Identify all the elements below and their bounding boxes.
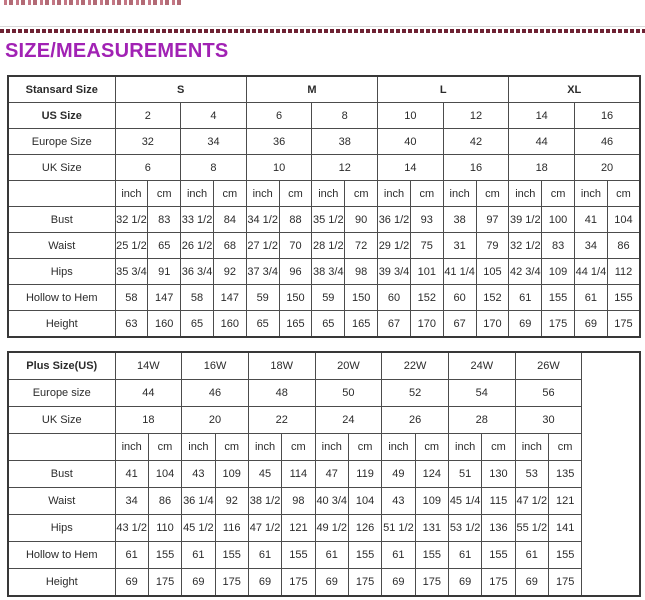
size-cell: 6 xyxy=(115,155,181,181)
measurement-cell: 42 3/4 xyxy=(509,259,542,285)
measurement-cell: 38 xyxy=(443,207,476,233)
size-cell: 18 xyxy=(115,407,182,434)
measurement-cell: 69 xyxy=(382,569,415,597)
measurement-cell: 91 xyxy=(148,259,181,285)
measurement-cell: 67 xyxy=(443,311,476,338)
measurement-cell: 44 1/4 xyxy=(575,259,608,285)
separator-line xyxy=(0,26,645,27)
measurement-cell: 51 1/2 xyxy=(382,515,415,542)
measurement-cell: 61 xyxy=(182,542,215,569)
measurement-cell: 69 xyxy=(315,569,348,597)
unit-cell: cm xyxy=(542,181,575,207)
row-label: Waist xyxy=(8,233,115,259)
measurement-cell: 28 1/2 xyxy=(312,233,345,259)
unit-cell: inch xyxy=(115,181,148,207)
measurement-cell: 72 xyxy=(345,233,378,259)
table-row xyxy=(8,259,640,285)
measurement-cell: 165 xyxy=(279,311,312,338)
size-cell: 32 xyxy=(115,129,181,155)
row-label: Hollow to Hem xyxy=(8,542,115,569)
measurement-cell: 147 xyxy=(148,285,181,311)
size-cell: 8 xyxy=(312,103,378,129)
measurement-cell: 43 xyxy=(382,488,415,515)
measurement-cell: 61 xyxy=(515,542,548,569)
size-cell: 22W xyxy=(382,352,449,380)
unit-cell: inch xyxy=(246,181,279,207)
measurement-cell: 116 xyxy=(215,515,248,542)
size-cell: 20 xyxy=(575,155,641,181)
row-label xyxy=(8,181,115,207)
measurement-cell: 136 xyxy=(482,515,515,542)
size-cell: 56 xyxy=(515,380,582,407)
size-cell: 54 xyxy=(448,380,515,407)
measurement-cell: 175 xyxy=(282,569,315,597)
unit-cell: cm xyxy=(148,434,181,461)
measurement-cell: 135 xyxy=(548,461,581,488)
measurement-cell: 160 xyxy=(213,311,246,338)
plus-size-table xyxy=(7,351,641,597)
measurement-cell: 141 xyxy=(548,515,581,542)
measurement-cell: 69 xyxy=(448,569,481,597)
row-label: Europe Size xyxy=(8,129,115,155)
measurement-cell: 69 xyxy=(509,311,542,338)
measurement-cell: 131 xyxy=(415,515,448,542)
measurement-cell: 147 xyxy=(213,285,246,311)
measurement-cell: 51 xyxy=(448,461,481,488)
measurement-cell: 170 xyxy=(410,311,443,338)
measurement-cell: 61 xyxy=(115,542,148,569)
measurement-cell: 40 3/4 xyxy=(315,488,348,515)
measurement-cell: 53 xyxy=(515,461,548,488)
table-row xyxy=(8,352,640,380)
size-cell: 36 xyxy=(246,129,312,155)
measurement-cell: 38 3/4 xyxy=(312,259,345,285)
size-cell: 42 xyxy=(443,129,509,155)
unit-cell: inch xyxy=(575,181,608,207)
unit-cell: cm xyxy=(607,181,640,207)
clipped-red-text xyxy=(4,0,182,5)
table-row xyxy=(8,488,640,515)
unit-cell: cm xyxy=(279,181,312,207)
measurement-cell: 155 xyxy=(607,285,640,311)
measurement-cell: 170 xyxy=(476,311,509,338)
size-cell: 40 xyxy=(378,129,444,155)
size-cell: XL xyxy=(509,76,640,103)
measurement-cell: 93 xyxy=(410,207,443,233)
measurement-cell: 47 1/2 xyxy=(515,488,548,515)
measurement-cell: 83 xyxy=(542,233,575,259)
measurement-cell: 155 xyxy=(482,542,515,569)
unit-cell: cm xyxy=(282,434,315,461)
row-label: US Size xyxy=(8,103,115,129)
size-cell: 24W xyxy=(448,352,515,380)
table-gap xyxy=(0,338,645,351)
unit-cell: inch xyxy=(378,181,411,207)
measurement-cell: 35 3/4 xyxy=(115,259,148,285)
row-label: Bust xyxy=(8,207,115,233)
measurement-cell: 86 xyxy=(148,488,181,515)
unit-cell: inch xyxy=(312,181,345,207)
row-label: UK Size xyxy=(8,155,115,181)
unit-cell: inch xyxy=(448,434,481,461)
unit-cell: inch xyxy=(509,181,542,207)
table-row xyxy=(8,129,640,155)
measurement-cell: 150 xyxy=(345,285,378,311)
dashed-divider xyxy=(0,29,645,33)
measurement-cell: 41 xyxy=(575,207,608,233)
measurement-cell: 34 xyxy=(115,488,148,515)
size-cell: 20W xyxy=(315,352,382,380)
measurement-cell: 34 1/2 xyxy=(246,207,279,233)
unit-row xyxy=(8,434,640,461)
measurement-cell: 105 xyxy=(476,259,509,285)
measurement-cell: 49 1/2 xyxy=(315,515,348,542)
size-cell: 14W xyxy=(115,352,182,380)
measurement-cell: 27 1/2 xyxy=(246,233,279,259)
table-row xyxy=(8,285,640,311)
measurement-cell: 61 xyxy=(448,542,481,569)
size-cell: L xyxy=(378,76,509,103)
size-cell: 30 xyxy=(515,407,582,434)
measurement-cell: 34 xyxy=(575,233,608,259)
size-cell: 14 xyxy=(378,155,444,181)
measurement-cell: 33 1/2 xyxy=(181,207,214,233)
measurement-cell: 58 xyxy=(181,285,214,311)
size-cell: 6 xyxy=(246,103,312,129)
table-row xyxy=(8,380,640,407)
measurement-cell: 59 xyxy=(312,285,345,311)
measurement-cell: 109 xyxy=(415,488,448,515)
measurement-cell: 175 xyxy=(482,569,515,597)
measurement-cell: 104 xyxy=(607,207,640,233)
size-cell: 16W xyxy=(182,352,249,380)
measurement-cell: 98 xyxy=(282,488,315,515)
size-cell: 34 xyxy=(181,129,247,155)
measurement-cell: 43 xyxy=(182,461,215,488)
measurement-cell: 155 xyxy=(148,542,181,569)
unit-cell: cm xyxy=(345,181,378,207)
measurement-cell: 36 3/4 xyxy=(181,259,214,285)
unit-cell: inch xyxy=(115,434,148,461)
size-cell: 44 xyxy=(509,129,575,155)
measurement-cell: 175 xyxy=(215,569,248,597)
measurement-cell: 155 xyxy=(415,542,448,569)
row-label: Height xyxy=(8,311,115,338)
row-label: Europe size xyxy=(8,380,115,407)
measurement-cell: 155 xyxy=(542,285,575,311)
table-row xyxy=(8,311,640,338)
measurement-cell: 121 xyxy=(282,515,315,542)
table-row xyxy=(8,233,640,259)
measurement-cell: 61 xyxy=(315,542,348,569)
standard-size-table xyxy=(7,75,641,338)
size-cell: 38 xyxy=(312,129,378,155)
unit-cell: inch xyxy=(182,434,215,461)
measurement-cell: 100 xyxy=(542,207,575,233)
measurement-cell: 109 xyxy=(215,461,248,488)
measurement-cell: 98 xyxy=(345,259,378,285)
unit-cell: cm xyxy=(548,434,581,461)
size-cell: 26W xyxy=(515,352,582,380)
size-cell: 2 xyxy=(115,103,181,129)
measurement-cell: 45 1/4 xyxy=(448,488,481,515)
unit-row xyxy=(8,181,640,207)
measurement-cell: 152 xyxy=(410,285,443,311)
measurement-cell: 32 1/2 xyxy=(115,207,148,233)
measurement-cell: 60 xyxy=(443,285,476,311)
measurement-cell: 65 xyxy=(246,311,279,338)
measurement-cell: 69 xyxy=(515,569,548,597)
measurement-cell: 69 xyxy=(182,569,215,597)
measurement-cell: 69 xyxy=(115,569,148,597)
measurement-cell: 65 xyxy=(181,311,214,338)
row-label xyxy=(8,434,115,461)
row-label: UK Size xyxy=(8,407,115,434)
measurement-cell: 60 xyxy=(378,285,411,311)
measurement-cell: 38 1/2 xyxy=(248,488,281,515)
measurement-cell: 61 xyxy=(248,542,281,569)
measurement-cell: 96 xyxy=(279,259,312,285)
size-cell: 26 xyxy=(382,407,449,434)
row-label: Plus Size(US) xyxy=(8,352,115,380)
measurement-cell: 104 xyxy=(148,461,181,488)
measurement-cell: 65 xyxy=(312,311,345,338)
measurement-cell: 121 xyxy=(548,488,581,515)
measurement-cell: 63 xyxy=(115,311,148,338)
measurement-cell: 86 xyxy=(607,233,640,259)
measurement-cell: 165 xyxy=(345,311,378,338)
measurement-cell: 110 xyxy=(148,515,181,542)
measurement-cell: 104 xyxy=(348,488,381,515)
measurement-cell: 68 xyxy=(213,233,246,259)
measurement-cell: 25 1/2 xyxy=(115,233,148,259)
measurement-cell: 109 xyxy=(542,259,575,285)
size-cell: M xyxy=(246,76,377,103)
table-row xyxy=(8,207,640,233)
measurement-cell: 175 xyxy=(548,569,581,597)
measurement-cell: 45 1/2 xyxy=(182,515,215,542)
size-cell: 46 xyxy=(575,129,641,155)
measurement-cell: 155 xyxy=(282,542,315,569)
measurement-cell: 36 1/4 xyxy=(182,488,215,515)
unit-cell: inch xyxy=(181,181,214,207)
size-cell: 52 xyxy=(382,380,449,407)
table-row xyxy=(8,569,640,597)
measurement-cell: 124 xyxy=(415,461,448,488)
measurement-cell: 114 xyxy=(282,461,315,488)
unit-cell: cm xyxy=(348,434,381,461)
measurement-cell: 84 xyxy=(213,207,246,233)
measurement-cell: 47 xyxy=(315,461,348,488)
measurement-cell: 41 1/4 xyxy=(443,259,476,285)
measurement-cell: 83 xyxy=(148,207,181,233)
measurement-cell: 61 xyxy=(509,285,542,311)
measurement-cell: 39 3/4 xyxy=(378,259,411,285)
size-cell: 12 xyxy=(312,155,378,181)
measurement-cell: 36 1/2 xyxy=(378,207,411,233)
measurement-cell: 61 xyxy=(575,285,608,311)
measurement-cell: 53 1/2 xyxy=(448,515,481,542)
measurement-cell: 43 1/2 xyxy=(115,515,148,542)
size-cell: 4 xyxy=(181,103,247,129)
measurement-cell: 150 xyxy=(279,285,312,311)
measurement-cell: 45 xyxy=(248,461,281,488)
measurement-cell: 35 1/2 xyxy=(312,207,345,233)
unit-cell: cm xyxy=(482,434,515,461)
unit-cell: cm xyxy=(410,181,443,207)
table-row xyxy=(8,515,640,542)
measurement-cell: 160 xyxy=(148,311,181,338)
measurement-cell: 79 xyxy=(476,233,509,259)
row-label: Hollow to Hem xyxy=(8,285,115,311)
size-cell: S xyxy=(115,76,246,103)
size-cell: 20 xyxy=(182,407,249,434)
unit-cell: cm xyxy=(215,434,248,461)
size-cell: 18W xyxy=(248,352,315,380)
size-cell: 22 xyxy=(248,407,315,434)
row-label: Waist xyxy=(8,488,115,515)
measurement-cell: 175 xyxy=(415,569,448,597)
size-cell: 28 xyxy=(448,407,515,434)
table-row xyxy=(8,103,640,129)
size-cell: 18 xyxy=(509,155,575,181)
measurement-cell: 97 xyxy=(476,207,509,233)
row-label: Bust xyxy=(8,461,115,488)
size-cell: 16 xyxy=(443,155,509,181)
measurement-cell: 88 xyxy=(279,207,312,233)
measurement-cell: 69 xyxy=(575,311,608,338)
row-label: Hips xyxy=(8,515,115,542)
table-row xyxy=(8,461,640,488)
measurement-cell: 112 xyxy=(607,259,640,285)
unit-cell: inch xyxy=(248,434,281,461)
unit-cell: cm xyxy=(476,181,509,207)
size-cell: 24 xyxy=(315,407,382,434)
row-label: Hips xyxy=(8,259,115,285)
page-title: SIZE/MEASUREMENTS xyxy=(5,40,229,62)
measurement-cell: 37 3/4 xyxy=(246,259,279,285)
size-cell: 10 xyxy=(246,155,312,181)
size-cell: 16 xyxy=(575,103,641,129)
measurement-cell: 126 xyxy=(348,515,381,542)
measurement-cell: 92 xyxy=(215,488,248,515)
measurement-cell: 41 xyxy=(115,461,148,488)
measurement-cell: 69 xyxy=(248,569,281,597)
measurement-cell: 115 xyxy=(482,488,515,515)
measurement-cell: 55 1/2 xyxy=(515,515,548,542)
measurement-cell: 175 xyxy=(607,311,640,338)
unit-cell: cm xyxy=(148,181,181,207)
measurement-cell: 90 xyxy=(345,207,378,233)
unit-cell: inch xyxy=(382,434,415,461)
size-cell: 48 xyxy=(248,380,315,407)
row-label: Height xyxy=(8,569,115,597)
measurement-cell: 70 xyxy=(279,233,312,259)
measurement-cell: 92 xyxy=(213,259,246,285)
size-cell: 46 xyxy=(182,380,249,407)
measurement-cell: 67 xyxy=(378,311,411,338)
measurement-cell: 155 xyxy=(348,542,381,569)
measurement-cell: 61 xyxy=(382,542,415,569)
measurement-cell: 155 xyxy=(548,542,581,569)
measurement-cell: 49 xyxy=(382,461,415,488)
measurement-cell: 152 xyxy=(476,285,509,311)
size-cell: 8 xyxy=(181,155,247,181)
size-cell: 50 xyxy=(315,380,382,407)
measurement-cell: 175 xyxy=(542,311,575,338)
measurement-cell: 75 xyxy=(410,233,443,259)
measurement-cell: 59 xyxy=(246,285,279,311)
unit-cell: inch xyxy=(515,434,548,461)
unit-cell: inch xyxy=(443,181,476,207)
measurement-cell: 119 xyxy=(348,461,381,488)
unit-cell: inch xyxy=(315,434,348,461)
measurement-cell: 31 xyxy=(443,233,476,259)
size-cell: 10 xyxy=(378,103,444,129)
measurement-cell: 65 xyxy=(148,233,181,259)
measurement-cell: 47 1/2 xyxy=(248,515,281,542)
table-row xyxy=(8,542,640,569)
measurement-cell: 101 xyxy=(410,259,443,285)
size-cell: 44 xyxy=(115,380,182,407)
size-cell: 12 xyxy=(443,103,509,129)
measurement-cell: 175 xyxy=(348,569,381,597)
measurement-cell: 29 1/2 xyxy=(378,233,411,259)
unit-cell: cm xyxy=(213,181,246,207)
table-row xyxy=(8,407,640,434)
measurement-cell: 26 1/2 xyxy=(181,233,214,259)
unit-cell: cm xyxy=(415,434,448,461)
measurement-cell: 155 xyxy=(215,542,248,569)
measurement-cell: 32 1/2 xyxy=(509,233,542,259)
empty-column-cell xyxy=(582,352,640,596)
size-cell: 14 xyxy=(509,103,575,129)
table-row xyxy=(8,155,640,181)
measurement-cell: 130 xyxy=(482,461,515,488)
measurement-cell: 58 xyxy=(115,285,148,311)
table-row xyxy=(8,76,640,103)
measurement-cell: 39 1/2 xyxy=(509,207,542,233)
row-label: Stansard Size xyxy=(8,76,115,103)
measurement-cell: 175 xyxy=(148,569,181,597)
